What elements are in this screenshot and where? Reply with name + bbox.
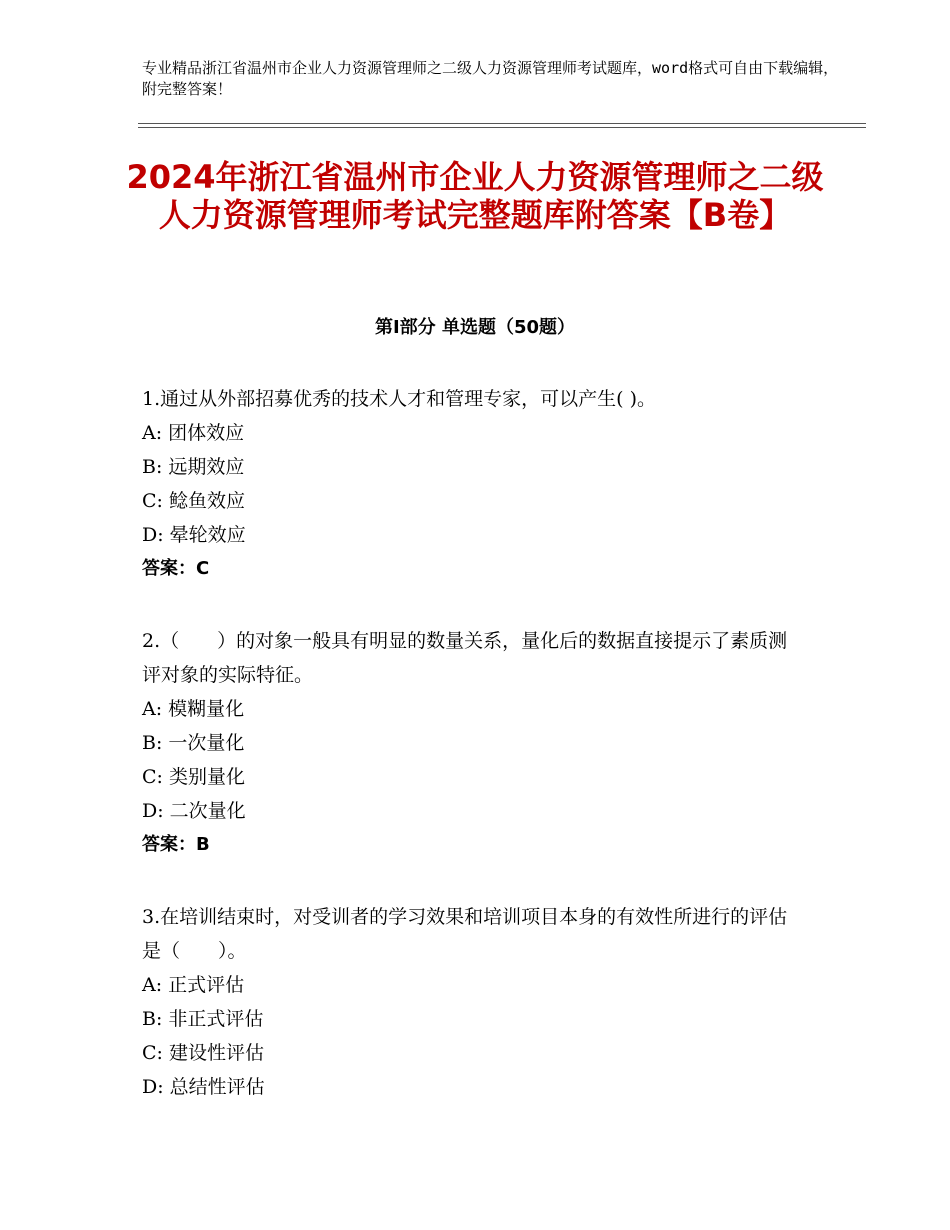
option-a: A: 正式评估 xyxy=(142,974,245,996)
answer-label: 答案：B xyxy=(142,834,210,855)
header-divider-line xyxy=(138,123,866,124)
header-divider-line-2 xyxy=(138,127,866,128)
option-d: D: 总结性评估 xyxy=(142,1076,265,1098)
option-b: B: 非正式评估 xyxy=(142,1008,264,1030)
question-list xyxy=(142,382,802,1142)
section-title: 第Ⅰ部分 单选题（50题） xyxy=(374,317,575,338)
option-a: A: 模糊量化 xyxy=(142,698,245,720)
header-note: 专业精品浙江省温州市企业人力资源管理师之二级人力资源管理师考试题库，word格式可自由下载编辑，附完整答案！ xyxy=(142,59,839,98)
question-3 xyxy=(142,900,802,1104)
option-d: D: 二次量化 xyxy=(142,800,246,822)
option-c: C: 鲶鱼效应 xyxy=(142,490,245,512)
question-1 xyxy=(142,382,802,586)
option-a: A: 团体效应 xyxy=(142,422,245,444)
option-b: B: 远期效应 xyxy=(142,456,245,478)
option-c: C: 类别量化 xyxy=(142,766,245,788)
question-stem: 3.在培训结束时，对受训者的学习效果和培训项目本身的有效性所进行的评估是（ ）。 xyxy=(142,906,788,962)
document-title: 2024年浙江省温州市企业人力资源管理师之二级人力资源管理师考试完整题库附答案【B卷】 xyxy=(126,158,824,234)
question-stem: 1.通过从外部招募优秀的技术人才和管理专家，可以产生( )。 xyxy=(142,388,656,410)
answer-label: 答案：C xyxy=(142,558,210,579)
option-b: B: 一次量化 xyxy=(142,732,245,754)
question-stem: 2.（ ）的对象一般具有明显的数量关系，量化后的数据直接提示了素质测评对象的实际特征。 xyxy=(142,630,788,686)
option-c: C: 建设性评估 xyxy=(142,1042,264,1064)
option-d: D: 晕轮效应 xyxy=(142,524,246,546)
question-2 xyxy=(142,624,802,862)
